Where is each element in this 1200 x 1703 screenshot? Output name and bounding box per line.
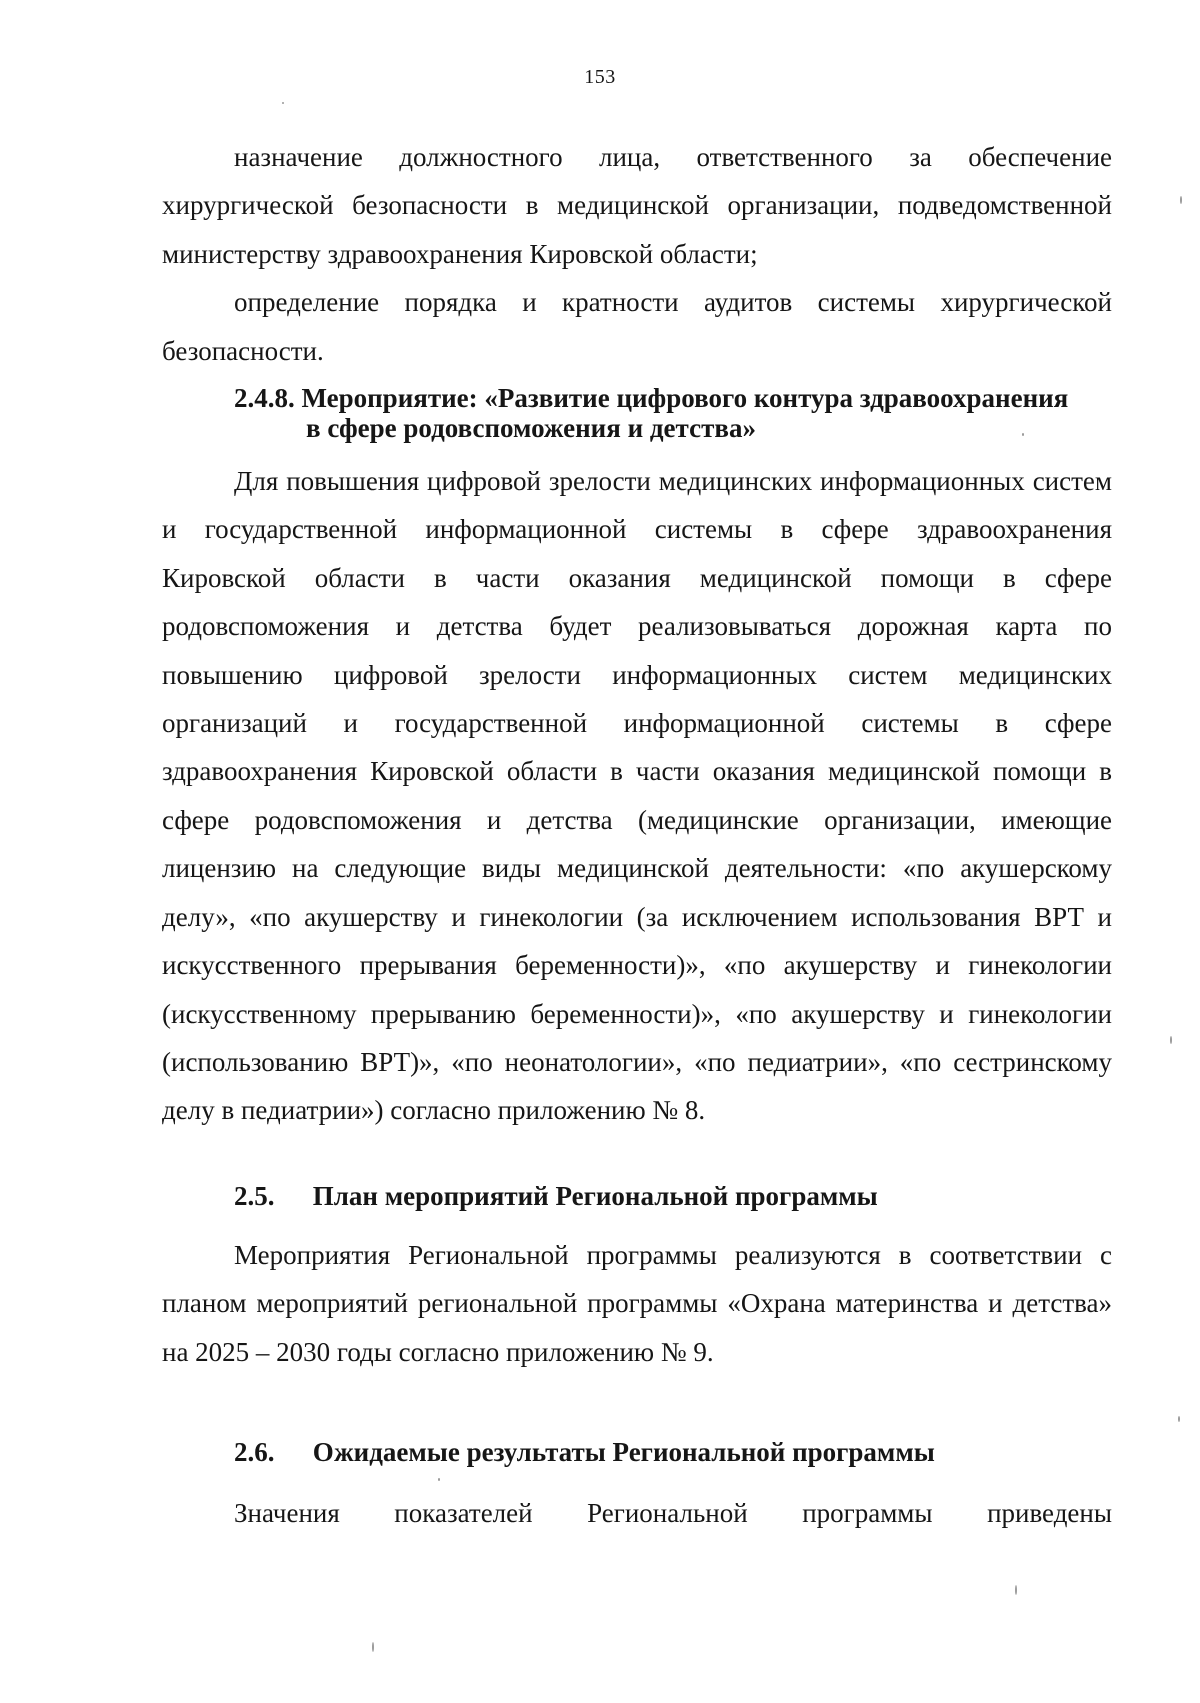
document-body [162, 133, 1112, 1537]
section-heading-2-4-8 [162, 383, 1112, 443]
section-title: План мероприятий Региональной программы [312, 1180, 878, 1211]
scan-speck [1178, 1416, 1180, 1422]
paragraph-digital-maturity: Для повышения цифровой зрелости медицинских информационных систем и государственной информационной системы в сфере здравоохранения Кировской области в части оказания медицинской помощи в сфере родовспоможения и детства будет реализовываться дорожная карта по повышению цифровой зрелости информационных систем медицинских организаций и государственной информационной системы в сфере здравоохранения Кировской области в части оказания медицинской помощи в сфере родовспоможения и детства (медицинские организации, имеющие лицензию на следующие виды медицинской деятельности: «по акушерскому делу», «по акушерству и гинекологии (за исключением использования ВРТ и искусственного прерывания беременности)», «по акушерству и гинекологии (искусственному прерыванию беременности)», «по акушерству и гинекологии (использованию ВРТ)», «по неонатологии», «по педиатрии», «по сестринскому делу в педиатрии») согласно приложению № 8. [162, 466, 1112, 1126]
scan-speck [1015, 1585, 1017, 1595]
section-title-line2: в сфере родовспоможения и детства» [306, 413, 756, 444]
scan-speck [282, 102, 284, 104]
section-heading-2-5 [162, 1181, 1112, 1211]
scan-speck [1180, 196, 1182, 204]
paragraph-program-measures: Мероприятия Региональной программы реализуются в соответствии с планом мероприятий региональной программы «Охрана материнства и детства» на 2025 – 2030 годы согласно приложению № 9. [162, 1239, 1112, 1367]
paragraph-indicator-values: Значения показателей Региональной программы приведены [234, 1497, 1112, 1528]
scan-speck [1022, 433, 1024, 436]
paragraph-surgical-officer: назначение должностного лица, ответственного за обеспечение хирургической безопасности в медицинской организации, подведомственной министерству здравоохранения Кировской области; [162, 142, 1112, 269]
scan-speck [372, 1642, 374, 1652]
scan-speck [1170, 1036, 1172, 1044]
section-number: 2.5. [234, 1180, 275, 1211]
section-title-line1: Мероприятие: «Развитие цифрового контура здравоохранения [301, 383, 1069, 414]
section-title: Ожидаемые результаты Региональной программы [312, 1436, 935, 1467]
paragraph-audit-order: определение порядка и кратности аудитов системы хирургической безопасности. [162, 287, 1112, 366]
page-number: 153 [584, 66, 616, 88]
section-number: 2.4.8. [234, 383, 295, 414]
scan-speck [438, 1478, 440, 1481]
section-heading-2-6 [162, 1437, 1112, 1467]
section-number: 2.6. [234, 1436, 275, 1467]
